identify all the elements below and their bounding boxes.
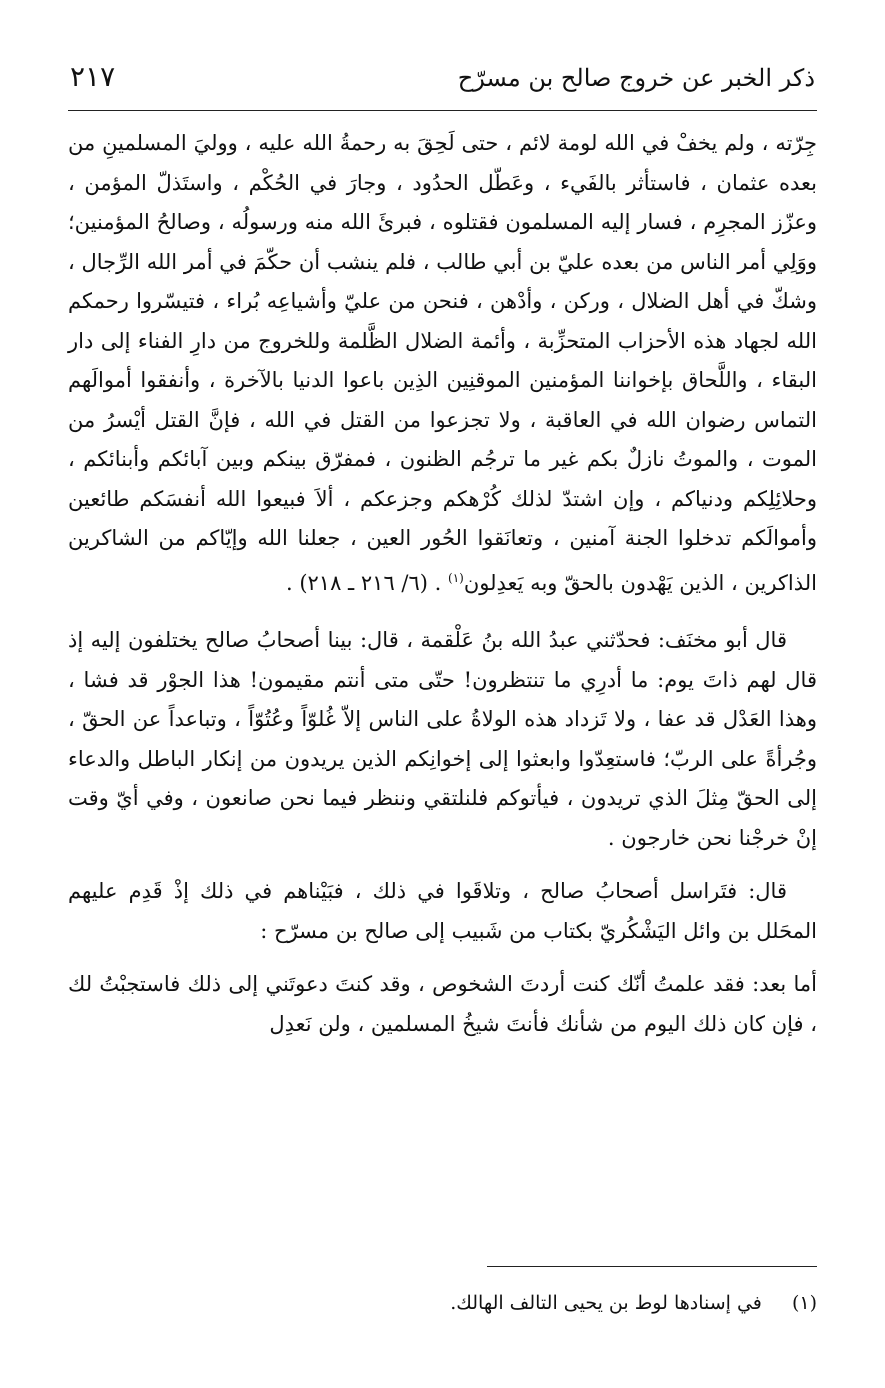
footnote-number: (١) bbox=[791, 1292, 817, 1314]
paragraph-1-text: جِرّته ، ولم يخفْ في الله لومة لائم ، حتى لَحِقَ به رحمةُ الله عليه ، ووليَ المسلمينِ من بعده عثمان ، فاستأثر بالفَيء ، وعَطّل الحدُود ، وجارَ في الحُكْم ، واستَذلّ المؤمن ، وعزّز المجرِم ، فسار إليه المسلمون فقتلوه ، فبرئَ الله منه ورسولُه ، وصالحُ المؤمنين؛ ووَلِي أمر الناس من بعده عليّ بن أبي طالب ، فلم ينشب أن حكّمَ في أمر الله الرِّجال ، وشكّ في أهل الضلال ، وركن ، وأدْهن ، فنحن من عليّ وأشياعِه بُراء ، فتيسّروا رحمكم الله لجهاد هذه الأحزاب المتحزِّبة ، وأئمة الضلال الظَّلمة وللخروج من دارِ الفناء إلى دار البقاء ، واللَّحاق بإخواننا المؤمنين الموقنِين الذِين باعوا الدنيا بالآخرة ، وأنفقوا أموالَهم التماس رضوان الله في العاقبة ، ولا تجزعوا من القتل في الله ، فإنَّ القتل أيْسرُ من الموت ، والموتُ نازلٌ بكم غير ما ترجُم الظنون ، فمفرّق بينكم وبين آبائكم وأبنائكم ، وحلائِلِكم ودنياكم ، وإن اشتدّ لذلك كُرْهكم وجزعكم ، ألاَ فبيعوا الله أنفسَكم طائعين وأموالَكم تدخلوا الجنة آمنين ، وتعانَقوا الحُور العين ، جعلنا الله وإيّاكم من الشاكرين الذاكرين ، الذين يَهْدون بالحقّ وبه يَعدِلون bbox=[68, 131, 817, 595]
footnote-divider bbox=[487, 1266, 817, 1267]
page-number: ٢١٧ bbox=[70, 60, 116, 93]
footnote-marker: (١) bbox=[448, 570, 464, 585]
paragraph-4: أما بعد: فقد علمتُ أنّك كنت أردتَ الشخوص ، وقد كنتَ دعوتَني إلى ذلك فاستجبْتُ لك ، فإن كان ذلك اليوم من شأنك فأنتَ شيخُ المسلمين ، ولن نَعدِل bbox=[68, 972, 817, 1036]
body-text bbox=[68, 124, 817, 1044]
running-title: ذكر الخبر عن خروج صالح بن مسرّح bbox=[457, 64, 815, 92]
paragraph-1 bbox=[68, 124, 817, 603]
footnote bbox=[68, 1292, 817, 1314]
page-header bbox=[68, 58, 817, 111]
paragraph-3: قال: فتَراسل أصحابُ صالح ، وتلاقَوا في ذلك ، فبَيْناهم في ذلك إذْ قَدِم عليهم المحَلل بن وائل اليَشْكُريّ بكتاب من شَبيب إلى صالح بن مسرّح : bbox=[68, 879, 817, 943]
paragraph-2: قال أبو مخنَف: فحدّثني عبدُ الله بنُ عَلْقمة ، قال: بينا أصحابُ صالح يختلفون إليه إذ قال لهم ذاتَ يوم: ما أدرِي ما تنتظرون! حتّى متى أنتم مقيمون! هذا الجوْر قد فشا ، وهذا العَدْل قد عفا ، ولا تَزداد هذه الولاةُ على الناس إلاّ غُلوّاً وعُتُوّاً ، وتباعداً عن الحقّ ، وجُرأةً على الربّ؛ فاستعِدّوا وابعثوا إلى إخوانِكم الذين يريدون من إنكار الباطل والدعاء إلى الحقّ مِثلَ الذي تريدون ، فيأتوكم فلنلتقي وننظر فيما نحن صانعون ، وفي أيّ وقت إنْ خرجْنا نحن خارجون . bbox=[68, 628, 817, 850]
paragraph-1-citation: . (٦/ ٢١٦ ـ ٢١٨) . bbox=[285, 570, 442, 595]
footnote-text: في إسنادها لوط بن يحيى التالف الهالك. bbox=[450, 1292, 762, 1314]
